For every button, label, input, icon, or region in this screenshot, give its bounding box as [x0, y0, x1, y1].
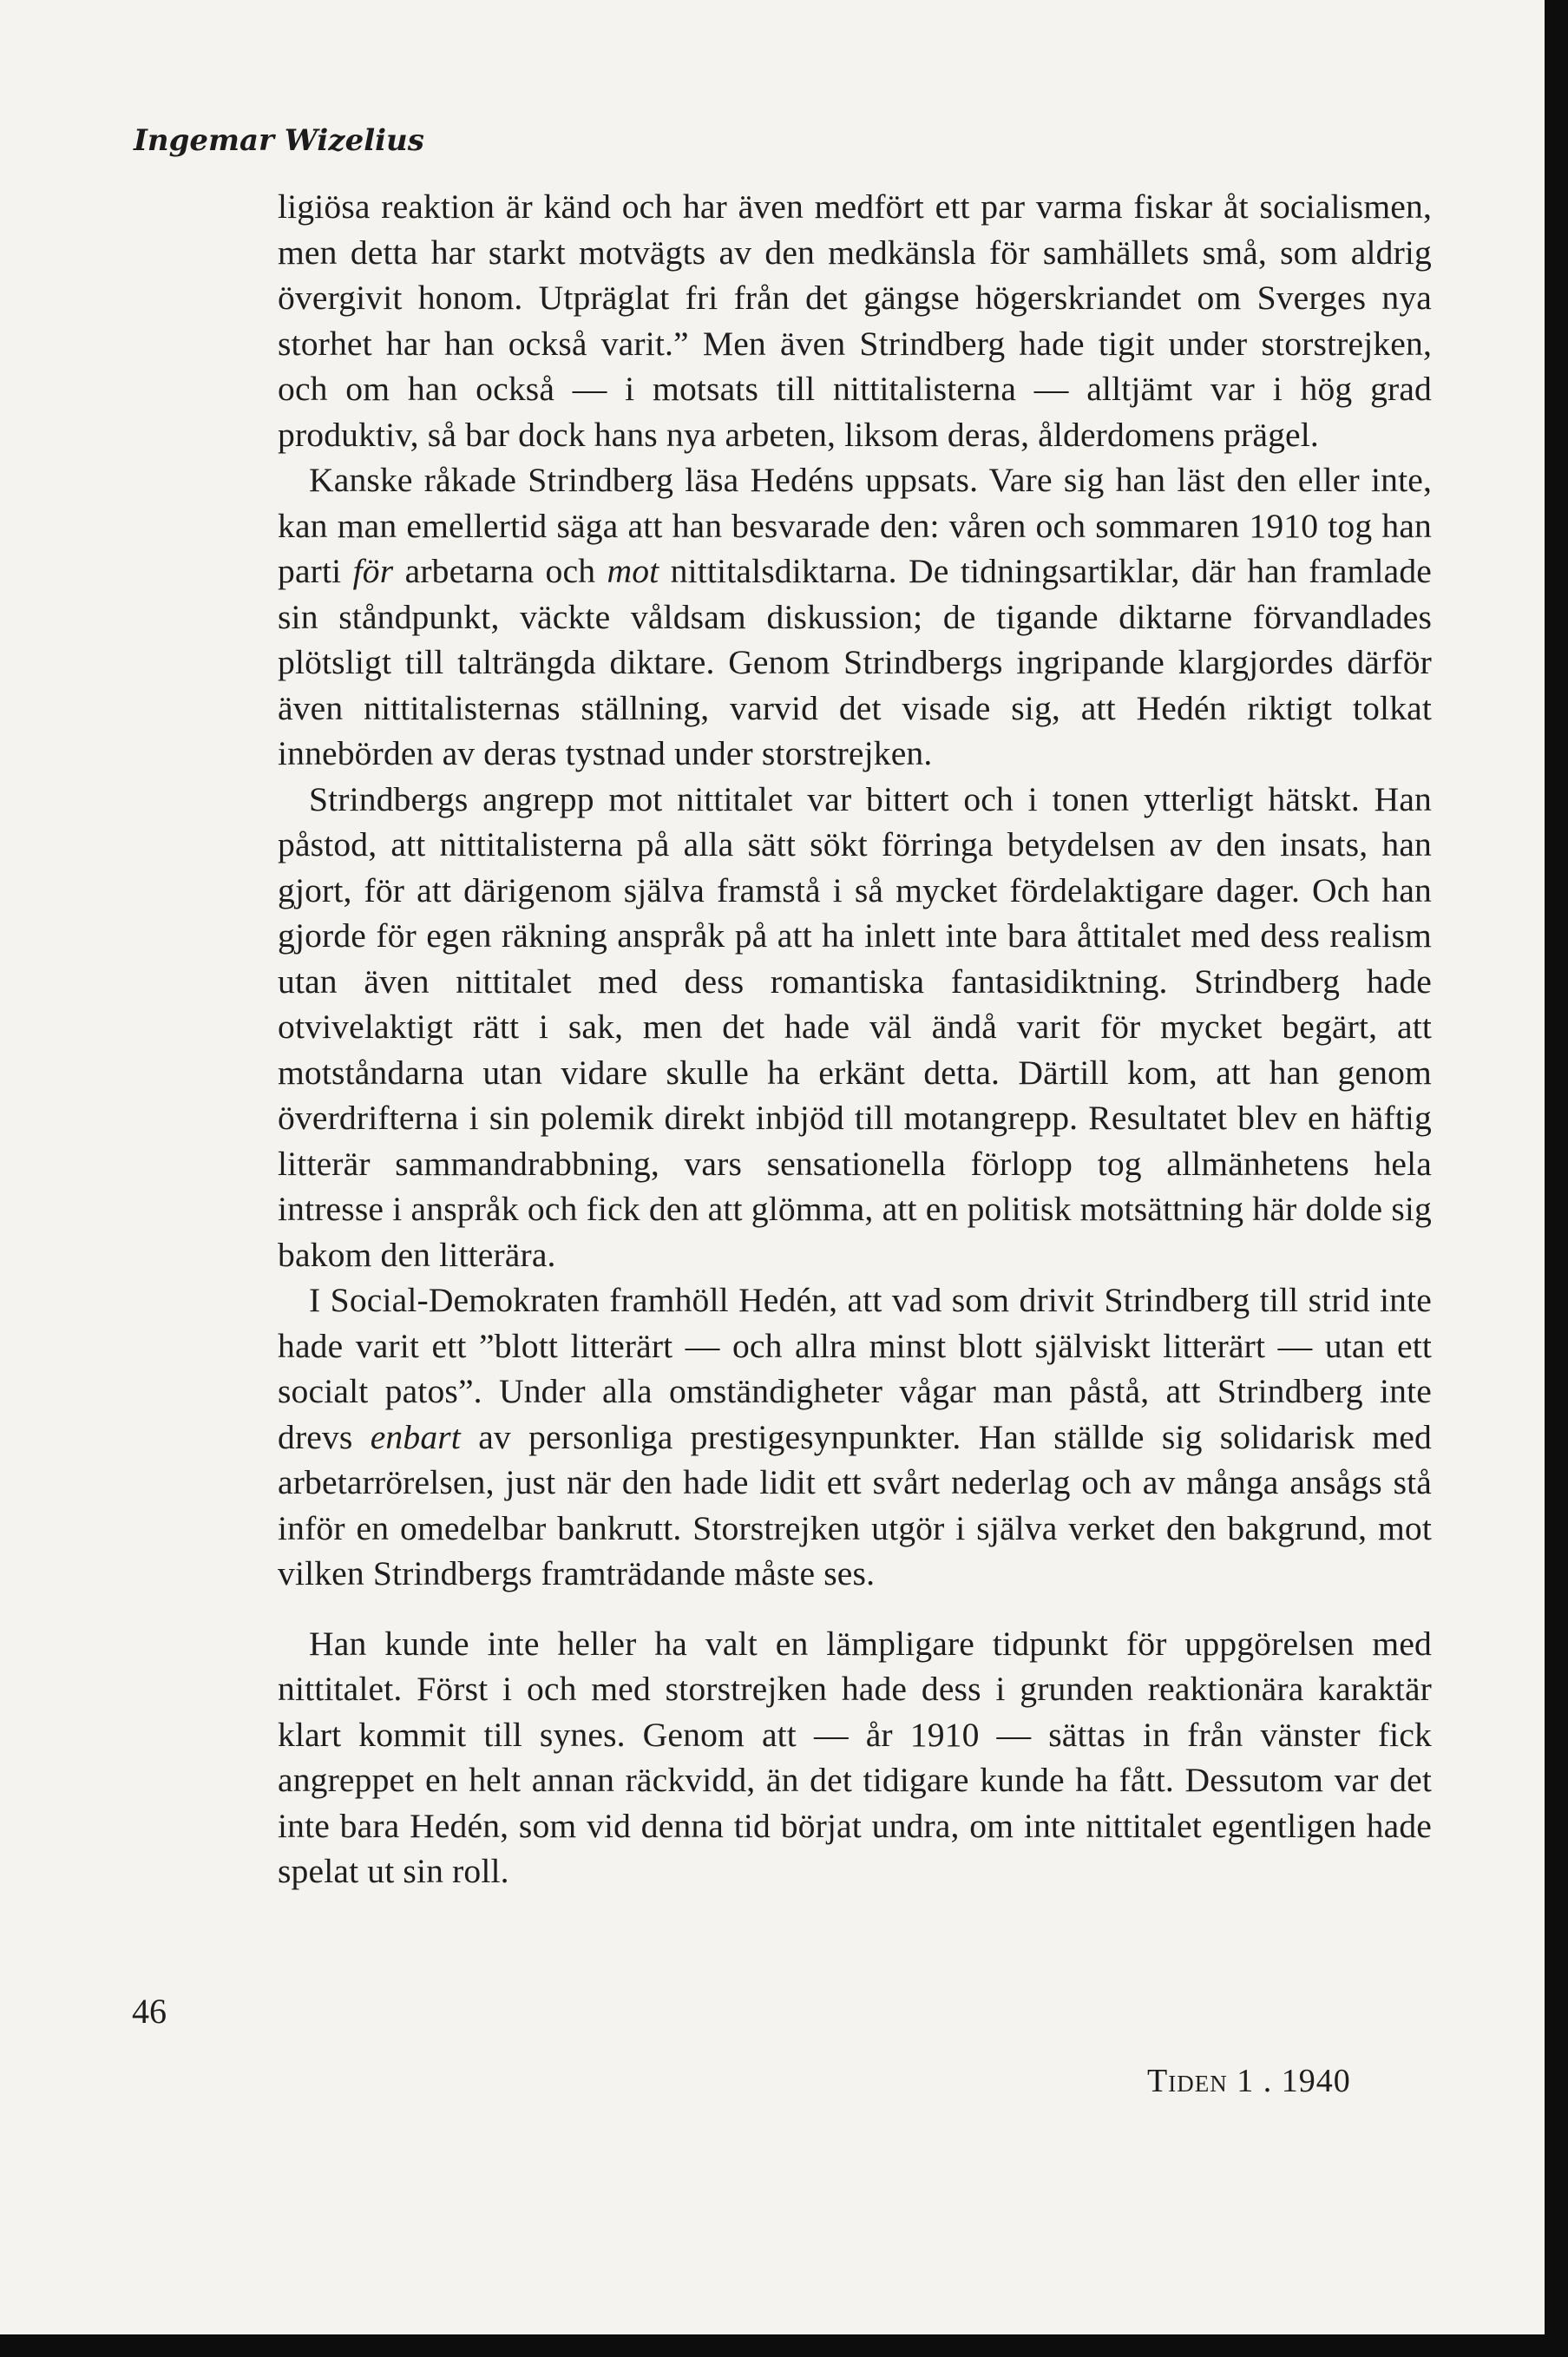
text-segment: nittitalsdiktarna. De tidningsartiklar, där han framlade sin ståndpunkt, väckte våldsam diskussion; de tigande diktarne förvandlades plötsligt till talträngda diktare. Genom Strindbergs ingripande klargjordes därför även nittitalisternas ställning, varvid det visade sig, att Hedén riktigt tolkat innebörden av deras tystnad under storstrejken.: [278, 552, 1432, 772]
text-segment: Kanske råkade Strindberg läsa Hedéns uppsats. Vare sig han läst den eller inte, kan man emellertid säga att han besvarade den: våren och sommaren 1910 tog han parti: [278, 461, 1432, 590]
text-segment: av personliga prestigesynpunkter. Han ställde sig solidarisk med arbetarrörelsen, just när den hade lidit ett svårt nederlag och av många ansågs stå inför en omedelbar bankrutt. Storstrejken utgör i själva verket den bakgrund, mot vilken Strindbergs framträdande måste ses.: [278, 1417, 1432, 1592]
text-segment: Han kunde inte heller ha valt en lämpligare tidpunkt för uppgörelsen med nittitalet. Först i och med storstrejken hade dess i grunden reaktionära karaktär klart kommit till synes. Genom att — år 1910 — sättas in från vänster fick angreppet en helt annan räckvidd, än det tidigare kunde ha fått. Dessutom var det inte bara Hedén, som vid denna tid börjat undra, om inte nittitalet egentligen hade spelat ut sin roll.: [278, 1624, 1432, 1890]
journal-footer: [1147, 2062, 1351, 2100]
paragraph: [278, 457, 1432, 777]
scan-border-right: [1545, 0, 1568, 2357]
article-body: [278, 184, 1432, 1894]
paragraph: [278, 777, 1432, 1278]
text-segment: ligiösa reaktion är känd och har även medfört ett par varma fiskar åt socialismen, men detta har starkt motvägts av den medkänsla för samhällets små, som aldrig övergivit honom. Utpräglat fri från det gängse högerskriandet om Sverges nya storhet har han också varit.” Men även Strindberg hade tigit under storstrejken, och om han också — i motsats till nittitalisterna — alltjämt var i hög grad produktiv, så bar dock hans nya arbeten, liksom deras, ålderdomens prägel.: [278, 187, 1432, 454]
journal-issue: 1 . 1940: [1237, 2063, 1351, 2099]
text-segment: arbetarna och: [393, 552, 607, 590]
page-number: 46: [132, 1992, 167, 2031]
running-head: Ingemar Wizelius: [134, 123, 424, 158]
text-segment: I Social-Demokraten framhöll Hedén, att vad som drivit Strindberg till strid inte hade varit ett ”blott litterärt — och allra minst blott själviskt litterärt — utan ett socialt patos”. Under alla omständigheter vågar man påstå, att Strindberg inte drevs: [278, 1281, 1432, 1456]
journal-name: Tiden: [1147, 2063, 1228, 2099]
text-segment: Strindbergs angrepp mot nittitalet var bittert och i tonen ytterligt hätskt. Han påstod, att nittitalisterna på alla sätt sökt förringa betydelsen av den insats, han gjort, för att därigenom själva framstå i så mycket fördelaktigare dager. Och han gjorde för egen räkning anspråk på att ha inlett inte bara åttitalet med dess realism utan även nittitalet med dess romantiska fantasidiktning. Strindberg hade otvivelaktigt rätt i sak, men det hade väl ändå varit för mycket begärt, att motståndarna utan vidare skulle ha erkänt detta. Därtill kom, att han genom överdrifterna i sin polemik direkt inbjöd till motangrepp. Resultatet blev en häftig litterär sammandrabbning, vars sensationella förlopp tog allmänhetens hela intresse i anspråk och fick den att glömma, att en politisk motsättning här dolde sig bakom den litterära.: [278, 779, 1432, 1274]
italic-emphasis: för: [352, 552, 394, 590]
paragraph: [278, 184, 1432, 457]
paragraph: [278, 1277, 1432, 1597]
italic-emphasis: mot: [607, 552, 659, 590]
paragraph: [278, 1621, 1432, 1894]
scan-border-bottom: [0, 2334, 1568, 2357]
italic-emphasis: enbart: [370, 1417, 461, 1456]
